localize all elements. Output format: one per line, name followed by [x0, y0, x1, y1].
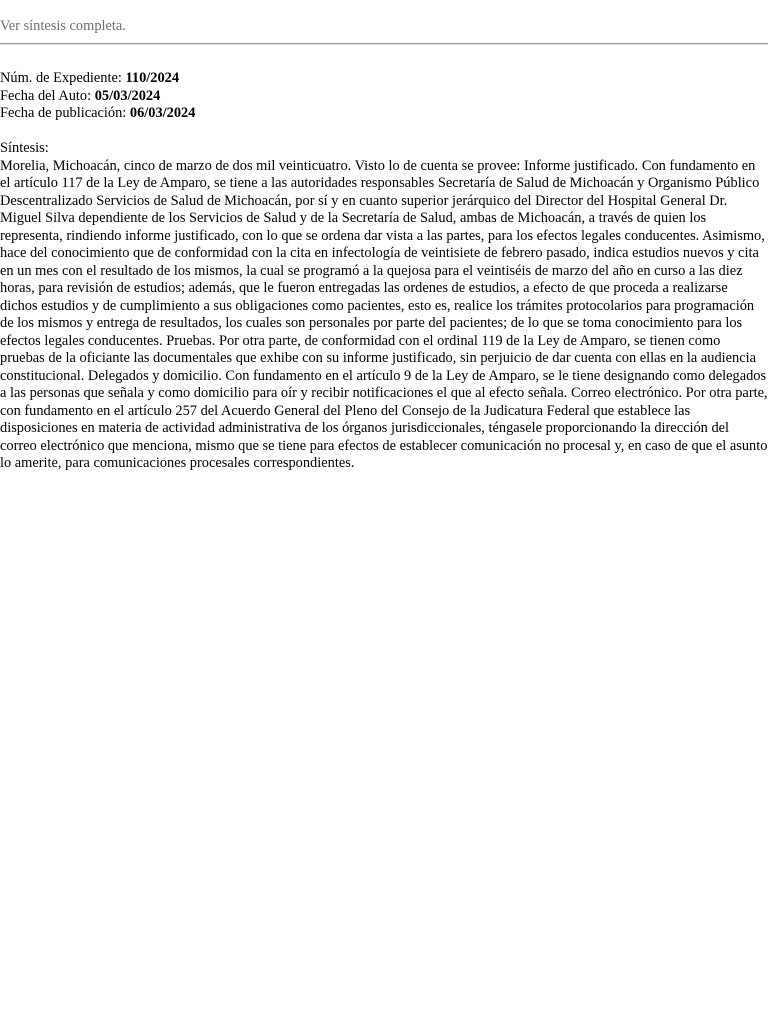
- full-synopsis-link[interactable]: Ver síntesis completa.: [0, 18, 126, 34]
- order-date-value: 05/03/2024: [94, 87, 161, 104]
- synopsis-text: Morelia, Michoacán, cinco de marzo de dos mil veinticuatro. Visto lo de cuenta se provee: Informe justificado. Con fundamento en el artículo 117 de la Ley de Amparo, se tiene a las autoridades responsables Secretaría de Salud de Michoacán y Organismo Público Descentralizado Servicios de Salud de Michoacán, por sí y en cuanto superior jerárquico del Director del Hospital General Dr. Miguel Silva dependiente de los Servicios de Salud y de la Secretaría de Salud, ambas de Michoacán, a través de quien los representa, rindiendo informe justificado, con lo que se ordena dar vista a las partes, para los efectos legales conducentes. Asimismo, hace del conocimiento que de conformidad con la cita en infectología de veintisiete de febrero pasado, indica estudios nuevos y cita en un mes con el resultado de los mismos, la cual se programó a la quejosa para el veintiséis de marzo del año en curso a las diez horas, para revisión de estudios; además, que le fueron entregadas las ordenes de estudios, a efecto de que proceda a realizarse dichos estudios y de cumplimiento a sus obligaciones como pacientes, esto es, realice los trámites protocolarios para programación de los mismos y entrega de resultados, los cuales son personales por parte del pacientes; de lo que se toma conocimiento para los efectos legales conducentes. Pruebas. Por otra parte, de conformidad con el ordinal 119 de la Ley de Amparo, se tienen como pruebas de la oficiante las documentales que exhibe con su informe justificado, sin perjuicio de dar cuenta con ellas en la audiencia constitucional. Delegados y domicilio. Con fundamento en el artículo 9 de la Ley de Amparo, se le tiene designando como delegados a las personas que señala y como domicilio para oír y recibir notificaciones el que al efecto señala. Correo electrónico. Por otra parte, con fundamento en el artículo 257 del Acuerdo General del Pleno del Consejo de la Judicatura Federal que establece las disposiciones en materia de actividad administrativa de los órganos jurisdiccionales, téngasele proporcionando la dirección del correo electrónico que menciona, mismo que se tiene para efectos de establecer comunicación no procesal y, en caso de que el asunto lo amerite, para comunicaciones procesales correspondientes.: [0, 157, 768, 471]
- publication-date-label: Fecha de publicación:: [0, 105, 127, 121]
- case-metadata: [0, 70, 768, 123]
- case-number-value: 110/2024: [125, 70, 180, 86]
- order-date-label: Fecha del Auto:: [0, 87, 92, 104]
- synopsis-label: Síntesis:: [0, 140, 49, 156]
- case-number-row: [0, 70, 768, 88]
- case-number-label: Núm. de Expediente:: [0, 70, 122, 86]
- order-date-row: [0, 88, 768, 106]
- publication-date-value: 06/03/2024: [129, 105, 196, 121]
- synopsis-section: [0, 140, 768, 473]
- divider: [0, 43, 768, 45]
- publication-date-row: [0, 105, 768, 123]
